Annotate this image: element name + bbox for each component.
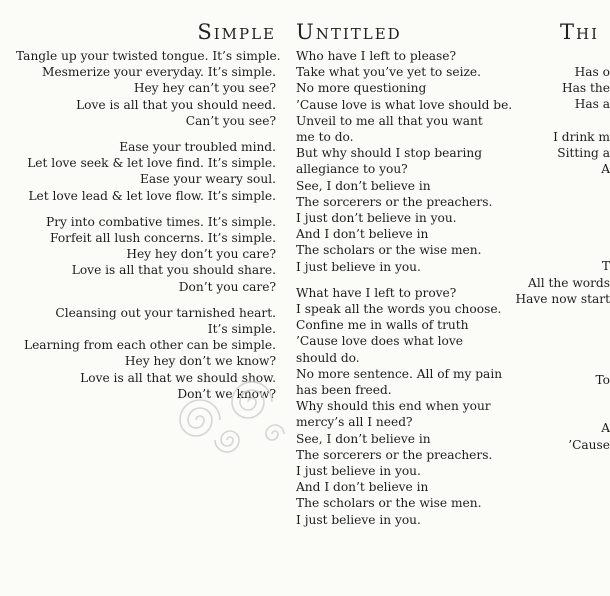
- lyric-line: [510, 339, 610, 355]
- lyric-line: The sorcerers or the preachers.: [296, 447, 493, 462]
- lyric-line: [510, 194, 610, 210]
- lyric-line: [510, 242, 610, 258]
- lyric-line: Has a: [574, 97, 610, 112]
- stanza: [16, 139, 276, 204]
- lyric-line: Tangle up your twisted tongue. It’s simple.: [16, 49, 281, 63]
- lyric-line: [510, 388, 610, 404]
- lyric-line: I just don’t believe in you.: [296, 211, 457, 226]
- lyric-line: should do.: [296, 350, 360, 365]
- lyric-line: ’Cause: [568, 437, 610, 452]
- lyric-line: And I don’t believe in: [296, 227, 429, 242]
- lyric-line: I just believe in you.: [296, 259, 421, 274]
- lyric-line: Love is all that we should show.: [80, 370, 276, 385]
- lyric-line: Learning from each other can be simple.: [24, 338, 276, 353]
- lyric-line: And I don’t believe in: [296, 480, 429, 495]
- lyric-line: ’Cause love does what love: [296, 334, 463, 349]
- lyric-line: Ease your weary soul.: [140, 172, 276, 187]
- lyric-line: I just believe in you.: [296, 512, 421, 527]
- lyric-line: Has o: [574, 65, 610, 79]
- lyric-line: ’Cause love is what love should be.: [296, 97, 513, 112]
- lyric-line: Unveil to me all that you want: [296, 113, 483, 128]
- lyric-line: Hey hey don’t we know?: [124, 354, 276, 369]
- lyric-line: See, I don’t believe in: [296, 431, 431, 446]
- lyric-line: Has the: [562, 81, 610, 96]
- lyric-line: Can’t you see?: [185, 113, 276, 128]
- lyric-line: Hey hey don’t you care?: [126, 247, 276, 262]
- lyric-line: Don’t you care?: [178, 279, 276, 294]
- lyric-line: The scholars or the wise men.: [296, 243, 482, 258]
- lyric-line: The sorcerers or the preachers.: [296, 194, 493, 209]
- lyric-line: [510, 404, 610, 420]
- lyric-line: Don’t we know?: [177, 386, 276, 401]
- lyric-line: No more questioning: [296, 81, 427, 96]
- lyric-line: [510, 177, 610, 193]
- lyric-line: Take what you’ve yet to seize.: [296, 65, 482, 80]
- lyric-line: Pry into combative times. It’s simple.: [46, 214, 276, 229]
- lyrics-column-third: [510, 64, 610, 453]
- lyrics-column-simple: [16, 48, 281, 412]
- lyric-line: Have now start: [515, 291, 610, 306]
- lyric-line: [510, 210, 610, 226]
- lyric-line: has been freed.: [296, 383, 392, 398]
- stanza: [16, 214, 276, 295]
- lyric-line: Love is all that you should share.: [71, 263, 276, 278]
- lyric-line: See, I don’t believe in: [296, 178, 431, 193]
- lyrics-column-untitled: [296, 48, 516, 538]
- swirl-ornament-icon: [160, 362, 292, 454]
- lyric-line: What have I left to prove?: [296, 285, 457, 300]
- lyric-line: [510, 323, 610, 339]
- lyric-line: No more sentence. All of my pain: [296, 366, 503, 381]
- lyric-line: But why should I stop bearing: [296, 146, 482, 161]
- lyric-line: mercy’s all I need?: [296, 415, 413, 430]
- lyric-line: Ease your troubled mind.: [119, 140, 276, 155]
- lyric-line: Mesmerize your everyday. It’s simple.: [41, 65, 276, 80]
- song-title-simple: Simple: [197, 20, 276, 44]
- lyric-line: [510, 356, 610, 372]
- lyric-line: Love is all that you should need.: [76, 97, 276, 112]
- stanza: [296, 48, 516, 275]
- lyric-line: allegiance to you?: [296, 162, 408, 177]
- lyric-line: [510, 226, 610, 242]
- lyric-line: To: [595, 372, 610, 387]
- lyric-line: Why should this end when your: [296, 399, 491, 414]
- lyric-line: Forfeit all lush concerns. It’s simple.: [50, 231, 276, 246]
- lyric-line: A: [601, 421, 610, 436]
- lyric-line: Let love lead & let love flow. It’s simple.: [28, 188, 276, 203]
- lyric-line: Hey hey can’t you see?: [133, 81, 276, 96]
- song-title-third: Thi: [560, 20, 600, 44]
- lyric-line: T: [601, 259, 610, 274]
- lyric-line: The scholars or the wise men.: [296, 496, 482, 511]
- lyric-line: Who have I left to please?: [296, 49, 457, 63]
- lyric-line: me to do.: [296, 130, 354, 145]
- lyric-line: I speak all the words you choose.: [296, 302, 502, 317]
- song-title-untitled: Untitled: [296, 20, 402, 44]
- stanza: [296, 285, 516, 528]
- lyric-line: [510, 113, 610, 129]
- lyric-line: It’s simple.: [207, 322, 276, 337]
- lyric-line: [510, 307, 610, 323]
- lyric-line: A: [601, 162, 610, 177]
- lyric-line: Sitting a: [557, 146, 610, 161]
- lyric-line: Cleansing out your tarnished heart.: [55, 305, 276, 320]
- lyric-line: I just believe in you.: [296, 464, 421, 479]
- lyric-line: All the words: [528, 275, 610, 290]
- lyric-line: Let love seek & let love find. It’s simple.: [27, 156, 276, 171]
- lyric-line: Confine me in walls of truth: [296, 318, 469, 333]
- lyric-line: I drink m: [553, 129, 610, 144]
- stanza: [16, 48, 281, 129]
